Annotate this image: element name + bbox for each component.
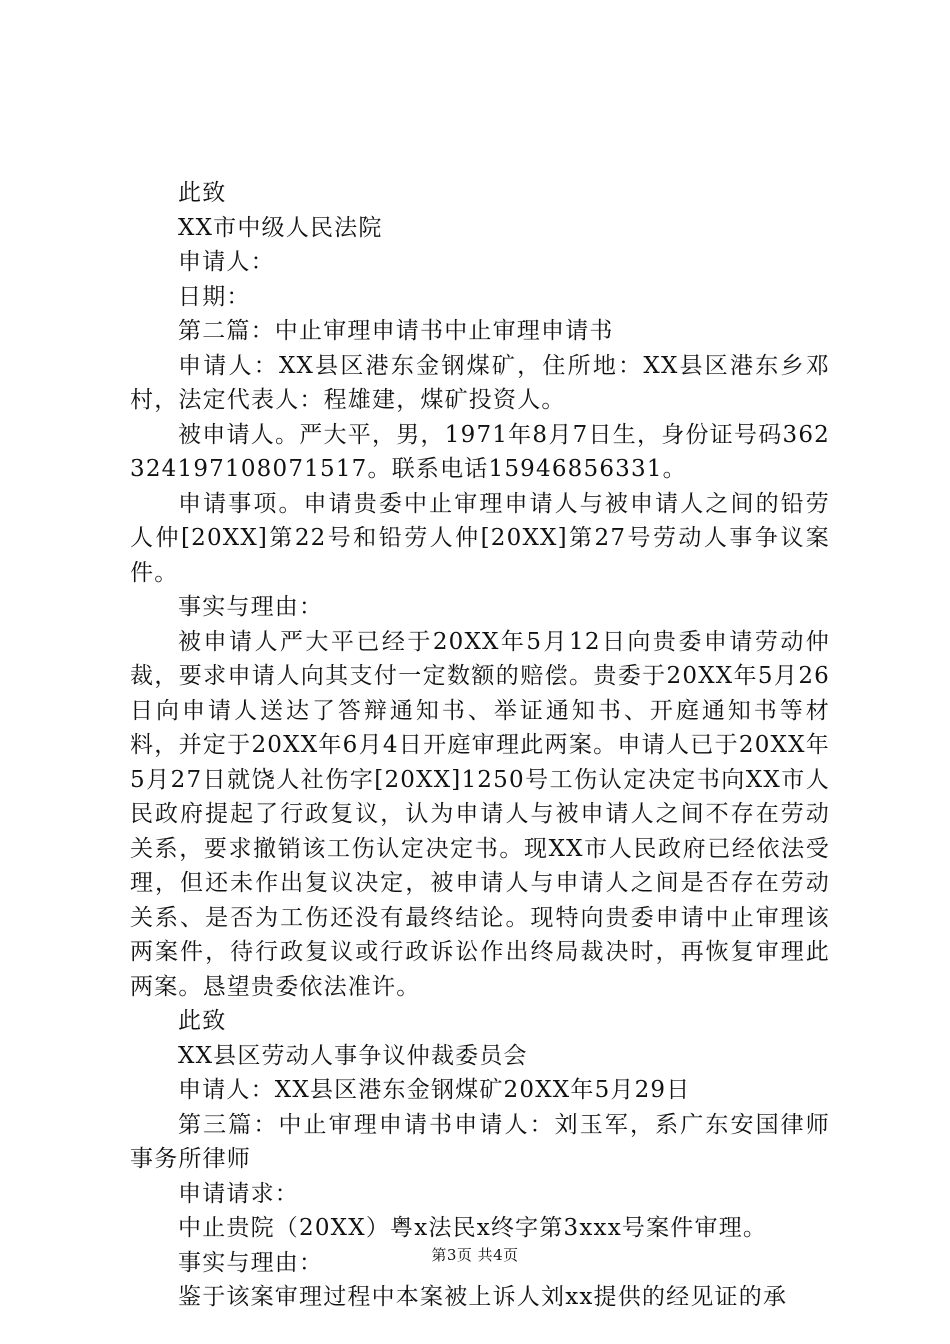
facts-reasons-paragraph-2: 鉴于该案审理过程中本案被上诉人刘xx提供的经见证的承 — [178, 1284, 788, 1310]
facts-reasons-heading-2: 事实与理由： — [178, 1249, 324, 1276]
addressee-court: XX市中级人民法院 — [178, 214, 383, 241]
date-line: 日期： — [178, 283, 251, 310]
closing-salutation-2: 此致 — [178, 1008, 227, 1034]
facts-reasons-paragraph: 被申请人严大平已经于20XX年5月12日向贵委申请劳动仲裁，要求申请人向其支付一定数额的赔偿。贵委于20XX年5月26日向申请人送达了答辩通知书、举证通知书、开庭通知书等材料，并定于20XX年6月4日开庭审理此两案。申请人已于20XX年5月27日就饶人社伤字[20XX]1250号工伤认定决定书向XX市人民政府提起了行政复议，认为申请人与被申请人之间不存在劳动关系，要求撤销该工伤认定决定书。现XX市人民政府已经依法受理，但还未作出复议决定，被申请人与申请人之间是否存在劳动关系、是否为工伤还没有最终结论。现特向贵委申请中止审理该两案件，待行政复议或行政诉讼作出终局裁决时，再恢复审理此两案。恳望贵委依法准许。 — [130, 628, 830, 1000]
applicant-signature-line: 申请人： — [178, 249, 275, 275]
closing-salutation: 此致 — [178, 180, 227, 206]
facts-reasons-heading: 事实与理由： — [178, 594, 324, 620]
request-heading: 申请请求： — [178, 1180, 299, 1207]
section-heading-part-two: 第二篇：中止审理申请书中止审理申请书 — [178, 318, 614, 344]
addressee-committee: XX县区劳动人事争议仲裁委员会 — [178, 1042, 528, 1069]
section-heading-part-three: 第三篇：中止审理申请书申请人：刘玉军，系广东安国律师事务所律师 — [130, 1111, 830, 1172]
applicant-paragraph: 申请人：XX县区港东金钢煤矿，住所地：XX县区港东乡邓村，法定代表人：程雄建，煤矿投资人。 — [130, 352, 830, 413]
respondent-paragraph: 被申请人。严大平，男，1971年8月7日生，身份证号码362324197108071517。联系电话15946856331。 — [130, 421, 830, 482]
page-number-footer: 第3页 共4页 — [431, 1246, 519, 1264]
document-body — [130, 176, 830, 1315]
application-matters-paragraph: 申请事项。申请贵委中止审理申请人与被申请人之间的铅劳人仲[20XX]第22号和铅劳人仲[20XX]第27号劳动人事争议案件。 — [130, 490, 830, 586]
request-paragraph: 中止贵院（20XX）粤x法民x终字第3xxx号案件审理。 — [178, 1215, 768, 1241]
applicant-date-line: 申请人：XX县区港东金钢煤矿20XX年5月29日 — [178, 1077, 691, 1103]
